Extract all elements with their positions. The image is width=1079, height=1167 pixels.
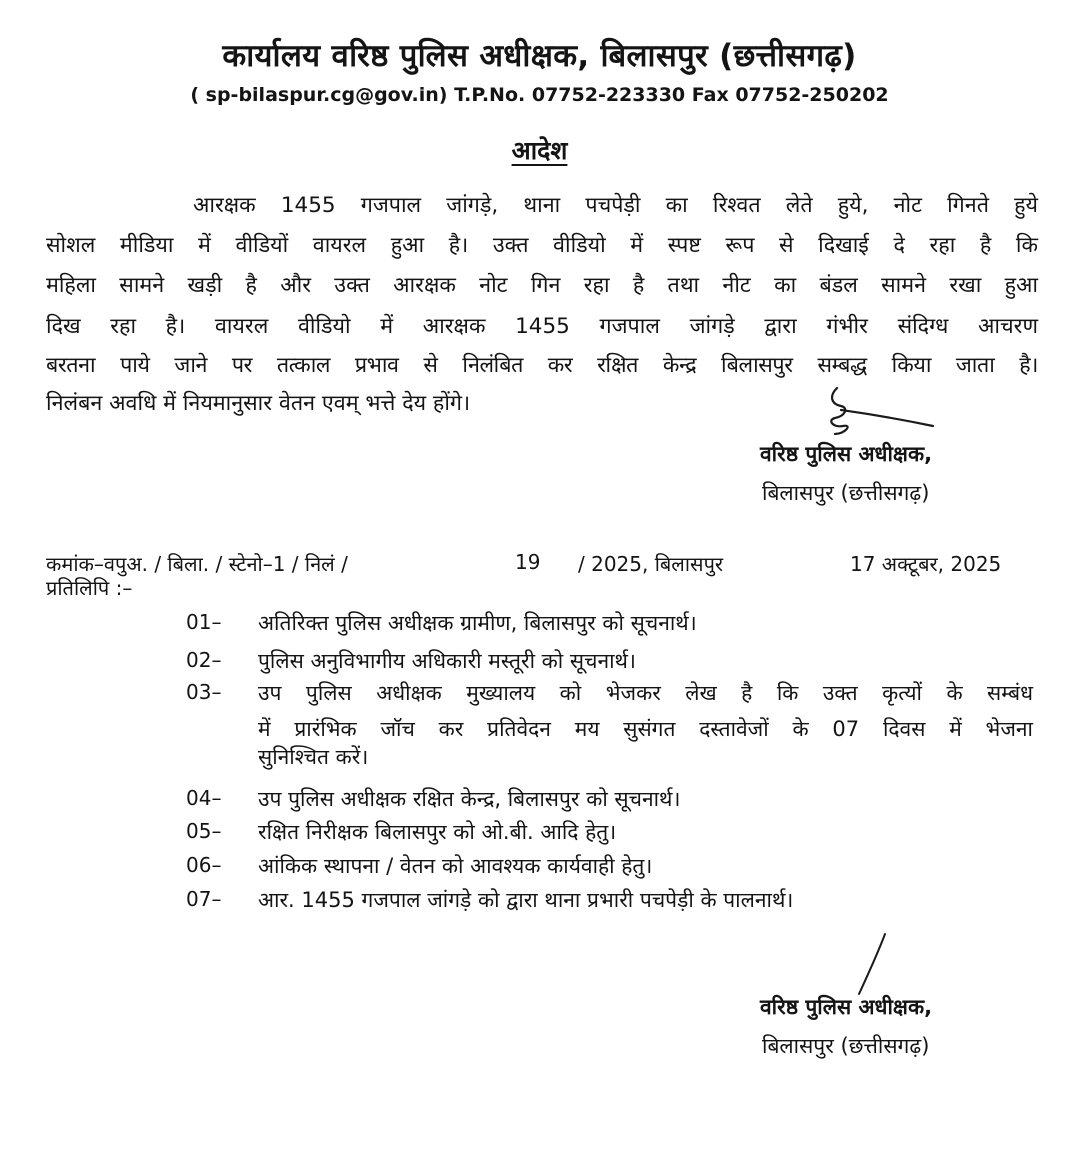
signatory-designation: वरिष्ठ पुलिस अधीक्षक, — [760, 442, 933, 466]
list-item-number: 06– — [186, 853, 222, 877]
signatory-designation: वरिष्ठ पुलिस अधीक्षक, — [760, 995, 933, 1019]
list-item-text: आर. 1455 गजपाल जांगड़े को द्वारा थाना प्रभारी पचपेड़ी के पालनार्थ। — [258, 888, 794, 912]
contact-line: ( sp-bilaspur.cg@gov.in) T.P.No. 07752-223330 Fax 07752-250202 — [190, 84, 889, 106]
order-body-line: आरक्षक 1455 गजपाल जांगड़े, थाना पचपेड़ी का रिश्वत लेते हुये, नोट गिनते हुये — [193, 193, 1038, 218]
list-item-text: रक्षित निरीक्षक बिलासपुर को ओ.बी. आदि हेतु। — [258, 820, 617, 844]
reference-date: 17 अक्टूबर, 2025 — [850, 552, 1002, 576]
order-body-line: निलंबन अवधि में नियमानुसार वेतन एवम् भत्ते देय होंगे। — [46, 391, 471, 416]
list-item-number: 03– — [186, 680, 222, 704]
list-item-number: 02– — [186, 648, 222, 672]
signature-mark — [845, 930, 895, 1000]
list-item-number: 04– — [186, 786, 222, 810]
office-title: कार्यालय वरिष्ठ पुलिस अधीक्षक, बिलासपुर (छत्तीसगढ़) — [222, 38, 857, 74]
order-body-line: सोशल मीडिया में वीडियों वायरल हुआ है। उक्त वीडियो में स्पष्ट रूप से दिखाई दे रहा है कि — [46, 233, 1038, 258]
order-heading: आदेश — [511, 136, 568, 165]
list-item-text: पुलिस अनुविभागीय अधिकारी मस्तूरी को सूचनार्थ। — [258, 649, 636, 673]
order-body-line: बरतना पाये जाने पर तत्काल प्रभाव से निलंबित कर रक्षित केन्द्र बिलासपुर सम्बद्ध किया जाता है। — [46, 353, 1038, 378]
order-body-line: दिख रहा है। वायरल वीडियो में आरक्षक 1455 गजपाल जांगड़े द्वारा गंभीर संदिग्ध आचरण — [46, 314, 1038, 339]
signatory-location: बिलासपुर (छत्तीसगढ़) — [762, 1034, 930, 1058]
list-item-text: में प्रारंभिक जॉच कर प्रतिवेदन मय सुसंगत दस्तावेजों के 07 दिवस में भेजना — [258, 717, 1033, 741]
list-item-text: आंकिक स्थापना / वेतन को आवश्यक कार्यवाही हेतु। — [258, 854, 653, 878]
list-item-text: सुनिश्चित करें। — [258, 745, 369, 769]
copy-label: प्रतिलिपि :– — [46, 576, 133, 600]
reference-serial: 19 — [515, 550, 541, 574]
reference-number: कमांक–वपुअ. / बिला. / स्टेनो–1 / निलं / — [46, 552, 348, 576]
order-body-line: महिला सामने खड़ी है और उक्त आरक्षक नोट गिन रहा है तथा नीट का बंडल सामने रखा हुआ — [46, 273, 1038, 298]
signatory-location: बिलासपुर (छत्तीसगढ़) — [762, 481, 930, 505]
list-item-number: 05– — [186, 819, 222, 843]
list-item-number: 01– — [186, 610, 222, 634]
list-item-text: उप पुलिस अधीक्षक रक्षित केन्द्र, बिलासपुर को सूचनार्थ। — [258, 787, 681, 811]
list-item-number: 07– — [186, 887, 222, 911]
list-item-text: अतिरिक्त पुलिस अधीक्षक ग्रामीण, बिलासपुर को सूचनार्थ। — [258, 611, 697, 635]
list-item-text: उप पुलिस अधीक्षक मुख्यालय को भेजकर लेख है कि उक्त कृत्यों के सम्बंध — [258, 681, 1033, 705]
reference-year-place: / 2025, बिलासपुर — [578, 552, 724, 576]
